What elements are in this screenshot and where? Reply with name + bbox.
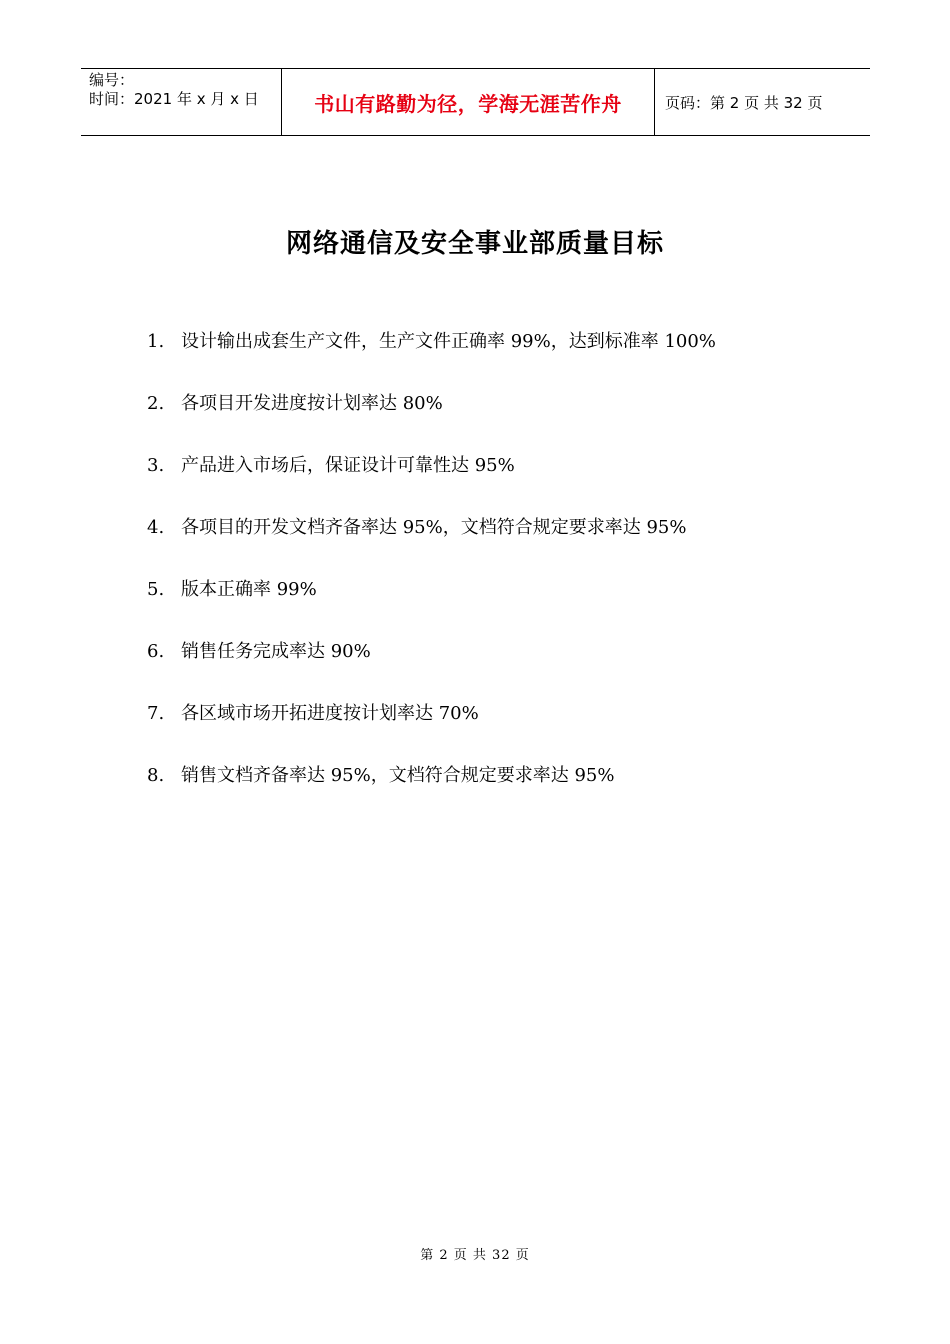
goal-item xyxy=(147,327,867,389)
date-label: 时间：2021 年 x 月 x 日 xyxy=(89,90,259,108)
goal-item xyxy=(147,575,867,637)
goal-text: 版本正确率 99% xyxy=(181,579,317,600)
goal-text: 销售任务完成率达 90% xyxy=(181,641,371,662)
header-motto: 书山有路勤为径，学海无涯苦作舟 xyxy=(282,69,655,135)
goal-number: 7. xyxy=(147,703,165,724)
goal-text: 各项目的开发文档齐备率达 95%，文档符合规定要求率达 95% xyxy=(181,517,687,538)
goal-text: 各项目开发进度按计划率达 80% xyxy=(181,393,443,414)
goal-item xyxy=(147,699,867,761)
goal-text: 销售文档齐备率达 95%，文档符合规定要求率达 95% xyxy=(181,765,615,786)
goal-text: 产品进入市场后，保证设计可靠性达 95% xyxy=(181,455,515,476)
goal-number: 1. xyxy=(147,331,165,352)
goal-number: 4. xyxy=(147,517,165,538)
page-footer: 第 2 页 共 32 页 xyxy=(420,1248,530,1263)
quality-goals-list xyxy=(147,327,867,823)
goal-number: 6. xyxy=(147,641,165,662)
document-title: 网络通信及安全事业部质量目标 xyxy=(285,229,664,259)
serial-label: 编号： xyxy=(89,71,135,89)
goal-item xyxy=(147,451,867,513)
goal-item xyxy=(147,637,867,699)
goal-number: 8. xyxy=(147,765,165,786)
goal-item xyxy=(147,761,867,823)
goal-number: 3. xyxy=(147,455,165,476)
goal-text: 各区域市场开拓进度按计划率达 70% xyxy=(181,703,479,724)
page-header xyxy=(81,68,870,136)
goal-number: 2. xyxy=(147,393,165,414)
goal-item xyxy=(147,389,867,451)
goal-item xyxy=(147,513,867,575)
header-meta-cell xyxy=(81,69,282,135)
goal-number: 5. xyxy=(147,579,165,600)
header-page-info: 页码：第 2 页 共 32 页 xyxy=(665,93,823,112)
goal-text: 设计输出成套生产文件，生产文件正确率 99%，达到标准率 100% xyxy=(181,331,716,352)
